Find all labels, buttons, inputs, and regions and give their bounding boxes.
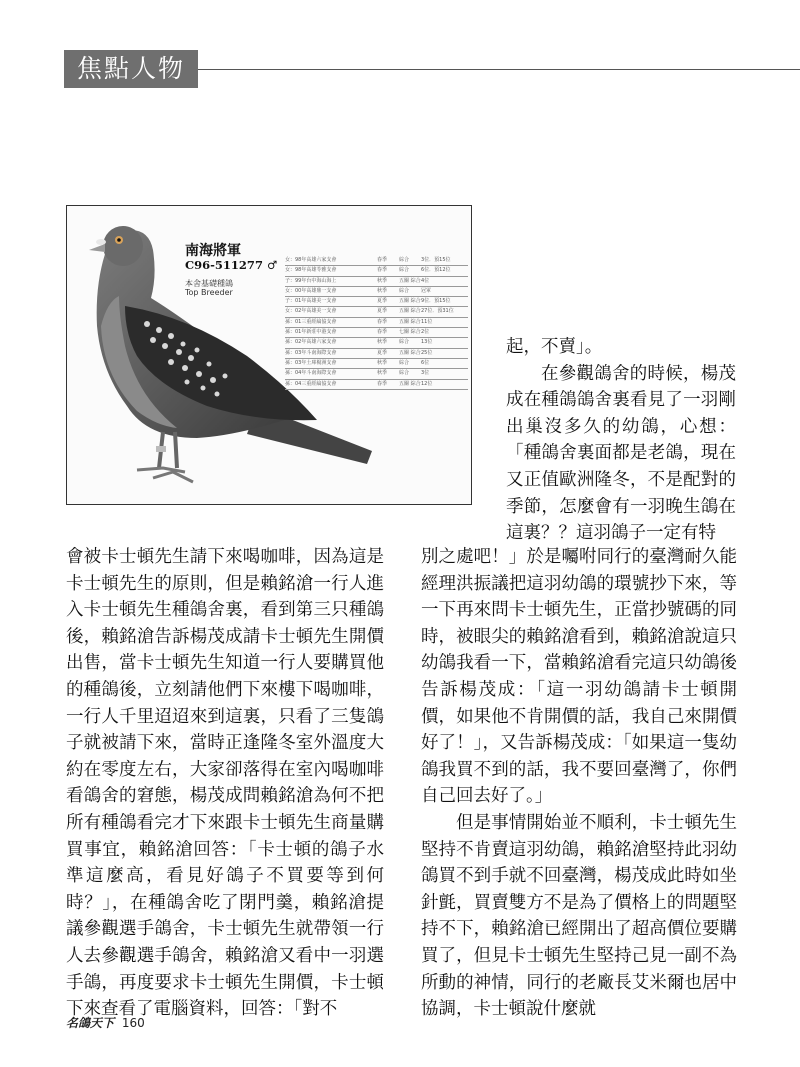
pedigree-desc: 子：01年高雄美一支會 xyxy=(285,298,337,305)
pedigree-desc: 孫：02年高雄六家支會 xyxy=(285,339,337,346)
pedigree-type: 綜合 xyxy=(399,287,410,294)
pedigree-result: 2位 xyxy=(421,329,430,336)
pedigree-desc: 女：02年高雄美一支會 xyxy=(285,308,337,315)
pedigree-desc: 孫：03年斗南海際支會 xyxy=(285,349,337,356)
pedigree-result: 冠軍 xyxy=(421,287,432,294)
pedigree-desc: 孫：01三重經綸協支會 xyxy=(285,318,337,325)
pedigree-type: 綜合 xyxy=(399,257,410,263)
pedigree-desc: 孫：04年斗南海際支會 xyxy=(285,370,337,377)
article-paragraph: 會被卡士頓先生請下來喝咖啡，因為這是卡士頓先生的原則，但是賴銘滄一行人進入卡士頓先生種鴿舍裏，看到第三只種鴿後，賴銘滄告訴楊茂成請卡士頓先生開價出售，當卡士頓先生知道一行人要購買他的種鴿後，立刻請他們下來樓下喝咖啡，一行人千里迢迢來到這裏，只看了三隻鴿子就被請下來，當時正逢隆冬室外溫度大約在零度左右，大家卻落得在室內喝咖啡看鴿舍的窘態，楊茂成問賴銘滄為何不把所有種鴿看完才下來跟卡士頓先生商量購買事宜，賴銘滄回答：「卡士頓的鴿子水準這麼高，看見好鴿子不買要等到何時？」，在種鴿舍吃了閉門羹，賴銘滄提議參觀選手鴿舍，卡士頓先生就帶領一行人去參觀選手鴿舍，賴銘滄又看中一羽選手鴿，再度要求卡士頓先生開價，卡士頓下來查看了電腦資料，回答：「對不 xyxy=(66,547,384,1020)
magazine-name: 名鴿天下 xyxy=(66,1016,115,1030)
pedigree-row xyxy=(285,359,468,369)
pedigree-row xyxy=(285,380,468,390)
pedigree-season: 夏季 xyxy=(377,298,388,305)
pedigree-season: 春季 xyxy=(377,318,388,325)
pedigree-row xyxy=(285,297,468,307)
pedigree-season: 夏季 xyxy=(377,349,388,356)
pedigree-row xyxy=(285,369,468,379)
pedigree-type: 綜合 xyxy=(399,339,410,346)
pedigree-season: 春季 xyxy=(377,257,388,263)
pigeon-subtitle-en: Top Breeder xyxy=(185,288,233,297)
pedigree-row xyxy=(285,349,468,359)
pedigree-row xyxy=(285,318,468,328)
header-rule xyxy=(198,69,800,70)
article-paragraph: 在參觀鴿舍的時候，楊茂成在種鴿鴿舍裏看見了一羽剛出巢沒多久的幼鴿，心想：「種鴿舍裏面都是老鴿，現在又正值歐洲隆冬，不是配對的季節，怎麼會有一羽晚生鴿在這裏？？這羽鴿子一定有特 xyxy=(506,363,736,544)
pedigree-type: 五關 綜合 xyxy=(399,308,421,315)
article-paragraph: 別之處吧！」於是囑咐同行的臺灣耐久能經理洪振議把這羽幼鴿的環號抄下來，等一下再來問卡士頓先生，正當抄號碼的同時，被眼尖的賴銘滄看到，賴銘滄說這只幼鴿我看一下，當賴銘滄看完這只幼鴿後告訴楊茂成：「這一羽幼鴿請卡士頓開價，如果他不肯開價的話，我自己來開價好了！」，又告訴楊茂成：「如果這一隻幼鴿我買不到的話，我不要回臺灣了，你們自己回去好了。」 xyxy=(421,547,737,807)
pedigree-row xyxy=(285,328,468,338)
pedigree-season: 秋季 xyxy=(377,277,388,284)
pedigree-desc: 女：00年高雄鼎一支會 xyxy=(285,287,337,294)
pedigree-result: 9位．預15位 xyxy=(421,298,451,305)
pedigree-row xyxy=(285,307,468,317)
article-column-right-top xyxy=(506,334,736,547)
pedigree-type: 綜合 xyxy=(399,370,410,377)
pedigree-result: 3位 xyxy=(421,370,430,377)
pedigree-type: 五關 綜合 xyxy=(399,380,421,387)
pedigree-row xyxy=(285,256,468,266)
article-column-left xyxy=(66,544,384,1023)
pedigree-season: 秋季 xyxy=(377,370,388,377)
pigeon-name: 南海將軍 xyxy=(185,243,241,259)
section-title: 焦點人物 xyxy=(64,50,198,88)
pedigree-result: 13位 xyxy=(421,339,433,346)
pigeon-photo xyxy=(66,205,472,505)
pedigree-result: 11位 xyxy=(421,318,433,325)
pedigree-season: 秋季 xyxy=(377,287,388,294)
pedigree-type: 五關 綜合 xyxy=(399,318,421,325)
pedigree-desc: 孫：03年土庫楊洲支會 xyxy=(285,359,337,366)
article-paragraph: 起，不賣」。 xyxy=(506,337,603,357)
pedigree-result: 27位．預31位 xyxy=(421,308,454,315)
pigeon-subtitle: 本舍基礎種鴿 xyxy=(185,279,233,288)
article-column-right xyxy=(421,544,737,1023)
pedigree-row xyxy=(285,338,468,348)
pedigree-result: 4位 xyxy=(421,277,430,284)
pedigree-type: 綜合 xyxy=(399,267,410,274)
pedigree-desc: 子：99年台中海山海上 xyxy=(285,277,337,284)
pedigree-result: 12位 xyxy=(421,380,433,387)
pedigree-desc: 孫：04三重經綸協支會 xyxy=(285,380,337,387)
pedigree-season: 秋季 xyxy=(377,339,388,346)
pedigree-type: 五關 綜合 xyxy=(399,277,421,284)
pedigree-result: 3位．預15位 xyxy=(421,257,451,263)
pedigree-season: 秋季 xyxy=(377,359,388,366)
article-paragraph: 但是事情開始並不順利，卡士頓先生堅持不肯賣這羽幼鴿，賴銘滄堅持此羽幼鴿買不到手就不回臺灣，楊茂成此時如坐針氈，買賣雙方不是為了價格上的問題堅持不下，賴銘滄已經開出了超高價位要購買了，但見卡士頓先生堅持己見一副不為所動的神情，同行的老廠長艾米爾也居中協調，卡士頓說什麼就 xyxy=(421,812,737,1020)
pedigree-season: 春季 xyxy=(377,380,388,387)
pedigree-desc: 孫：01年新莊中港支會 xyxy=(285,329,337,336)
pedigree-type: 五關 綜合 xyxy=(399,298,421,305)
pedigree-season: 春季 xyxy=(377,329,388,336)
pedigree-desc: 女：98年高雄六家支會 xyxy=(285,257,337,263)
page-number: 160 xyxy=(121,1016,145,1030)
pedigree-type: 綜合 xyxy=(399,359,410,366)
pedigree-list xyxy=(285,256,468,390)
page-footer xyxy=(66,1014,145,1031)
pedigree-season: 夏季 xyxy=(377,308,388,315)
pedigree-type: 五關 綜合 xyxy=(399,349,421,356)
pedigree-season: 春季 xyxy=(377,267,388,274)
pedigree-type: 七關 綜合 xyxy=(399,329,421,336)
pedigree-desc: 女：98年高雄苓雅支會 xyxy=(285,267,337,274)
pedigree-row xyxy=(285,277,468,287)
pedigree-result: 6位．預12位 xyxy=(421,267,451,274)
pedigree-result: 25位 xyxy=(421,349,433,356)
pigeon-ring-number: C96-511277 ♂ xyxy=(185,258,278,272)
pedigree-row xyxy=(285,287,468,297)
pedigree-result: 6位 xyxy=(421,359,430,366)
pedigree-row xyxy=(285,266,468,276)
